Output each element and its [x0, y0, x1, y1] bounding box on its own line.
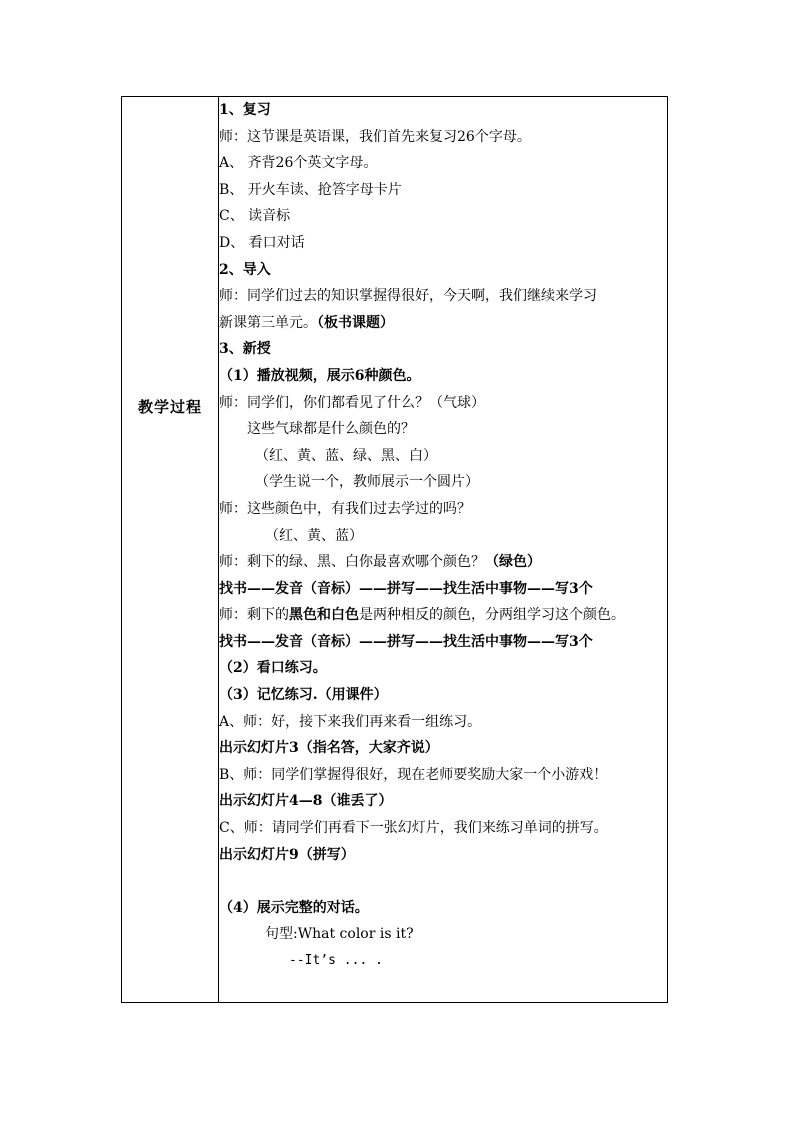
subheading: （4）展示完整的对话。: [219, 899, 369, 916]
text-line: [219, 310, 667, 337]
subheading: （3）记忆练习.（用课件）: [219, 687, 388, 704]
text-line: [219, 602, 667, 629]
subheading: （1）播放视频，展示6种颜色。: [219, 367, 421, 384]
heading-review: 1、复习: [219, 102, 271, 118]
text-line: 句型:What color is it?: [265, 926, 414, 943]
text-span: 新课第三单元。: [219, 314, 317, 331]
text-line: C、师：请同学们再看下一张幻灯片，我们来练习单词的拼写。: [219, 820, 608, 837]
text-line: （红、黄、蓝）: [265, 527, 363, 544]
text-span-bold: 黑色和白色: [289, 607, 359, 624]
text-span-bold: （板书课题）: [317, 314, 394, 331]
text-span: 师：剩下的: [219, 607, 289, 624]
process-line: 找书——发音（音标）——拼写——找生活中事物——写3个: [219, 633, 593, 650]
text-line: （学生说一个，教师展示一个圆片）: [255, 474, 479, 491]
text-line: --It’s ... .: [289, 953, 383, 968]
heading-introduction: 2、导入: [219, 261, 271, 278]
process-line: 找书——发音（音标）——拼写——找生活中事物——写3个: [219, 580, 593, 597]
text-line: 师：这些颜色中，有我们过去学过的吗？: [219, 500, 471, 517]
text-line: [219, 549, 667, 576]
text-span: 是两种相反的颜色，分两组学习这个颜色。: [359, 607, 625, 624]
text-line: 这些气球都是什么颜色的？: [247, 421, 415, 438]
text-span-bold: （绿色）: [485, 554, 541, 571]
text-line: （红、黄、蓝、绿、黑、白）: [255, 447, 437, 464]
text-line: 师：同学们过去的知识掌握得很好，今天啊，我们继续来学习: [219, 288, 597, 305]
list-item: C、 读音标: [219, 208, 291, 225]
slide-line: 出示幻灯片9（拼写）: [219, 846, 355, 863]
section-label: 教学过程: [137, 398, 202, 416]
list-item: B、 开火车读、抢答字母卡片: [219, 181, 402, 198]
text-line: A、师：好，接下来我们再来看一组练习。: [219, 713, 482, 730]
slide-line: 出示幻灯片4—8（谁丢了）: [219, 793, 393, 810]
text-line: 师：这节课是英语课，我们首先来复习26个字母。: [219, 128, 531, 145]
text-line: 师：同学们，你们都看见了什么？（气球）: [219, 394, 485, 411]
slide-line: 出示幻灯片3（指名答，大家齐说）: [219, 740, 439, 757]
section-content-cell: [219, 97, 668, 1003]
subheading: （2）看口练习。: [219, 660, 327, 677]
blank-line: [219, 868, 667, 895]
lesson-plan-table: [121, 96, 668, 1003]
table-row: [122, 97, 668, 1003]
list-item: A、 齐背26个英文字母。: [219, 155, 378, 172]
text-span: 师：剩下的绿、黑、白你最喜欢哪个颜色？: [219, 554, 485, 571]
list-item: D、 看口对话: [219, 234, 305, 251]
text-line: B、师：同学们掌握得很好，现在老师要奖励大家一个小游戏！: [219, 766, 608, 783]
section-label-cell: [122, 97, 219, 1003]
heading-new-lesson: 3、新授: [219, 341, 271, 358]
